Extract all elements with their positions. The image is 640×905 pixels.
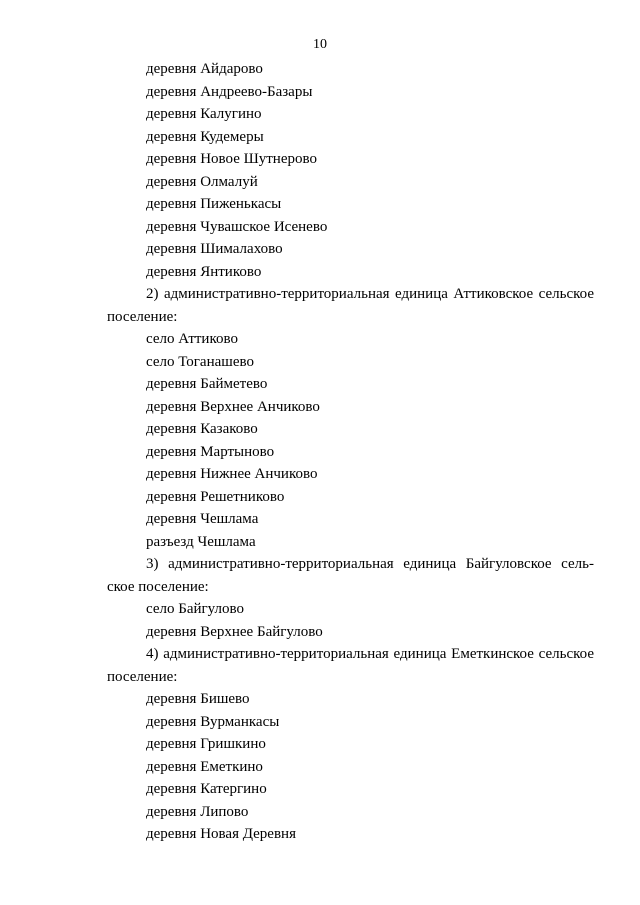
- list-item: деревня Нижнее Анчиково: [146, 466, 318, 482]
- section-heading-line: 2) административно-территориальная единица Аттиковское сельское: [146, 286, 594, 302]
- list-item: село Байгулово: [146, 601, 244, 617]
- list-item: деревня Верхнее Байгулово: [146, 623, 323, 640]
- list-item: деревня Катергино: [146, 781, 267, 797]
- list-item: деревня Кудемеры: [146, 128, 264, 145]
- section-heading-3: [107, 553, 594, 598]
- list-item: село Тоганашево: [146, 353, 254, 370]
- settlement-list-4: [107, 688, 594, 846]
- list-item: деревня Байметево: [146, 376, 268, 392]
- list-item: деревня Казаково: [146, 421, 258, 437]
- settlement-list-2: [107, 328, 594, 553]
- list-item: деревня Андреево-Базары: [146, 83, 313, 100]
- settlement-list-3: [107, 598, 594, 643]
- list-item: деревня Чешлама: [146, 511, 259, 527]
- list-item: деревня Верхнее Анчиково: [146, 398, 320, 415]
- document-body: [107, 58, 594, 846]
- list-item: деревня Гришкино: [146, 736, 266, 752]
- list-item: деревня Мартыново: [146, 443, 275, 460]
- section-heading-4: [107, 643, 594, 688]
- list-item: деревня Олмалуй: [146, 173, 258, 190]
- section-heading-2: [107, 283, 594, 328]
- settlement-list-1: [107, 58, 594, 283]
- list-item: деревня Калугино: [146, 106, 262, 122]
- section-heading-line: поселение:: [107, 668, 178, 685]
- list-item: деревня Янтиково: [146, 263, 262, 280]
- list-item: деревня Липово: [146, 803, 249, 820]
- section-heading-line: ское поселение:: [107, 578, 209, 595]
- list-item: деревня Вурманкасы: [146, 713, 280, 730]
- list-item: деревня Айдарово: [146, 61, 263, 77]
- section-heading-line: 3) административно-территориальная единица Байгуловское сель-: [146, 556, 594, 572]
- list-item: деревня Еметкино: [146, 758, 263, 775]
- list-item: деревня Решетниково: [146, 488, 285, 505]
- list-item: деревня Чувашское Исенево: [146, 218, 328, 235]
- section-heading-line: 4) административно-территориальная единица Еметкинское сельское: [146, 646, 594, 662]
- list-item: деревня Новая Деревня: [146, 826, 296, 842]
- section-heading-line: поселение:: [107, 308, 178, 325]
- list-item: деревня Пиженькасы: [146, 196, 282, 212]
- page-number: 10: [313, 37, 327, 52]
- list-item: деревня Бишево: [146, 691, 250, 707]
- list-item: деревня Шималахово: [146, 241, 283, 257]
- list-item: разъезд Чешлама: [146, 533, 256, 550]
- list-item: деревня Новое Шутнерово: [146, 151, 317, 167]
- list-item: село Аттиково: [146, 331, 238, 347]
